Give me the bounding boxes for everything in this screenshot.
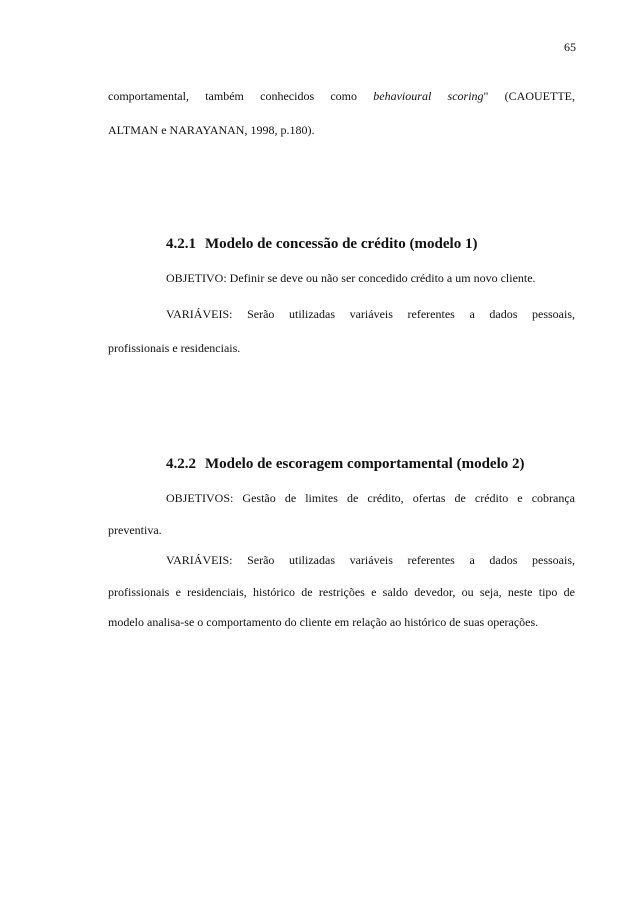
intro-line-2: ALTMAN e NARAYANAN, 1998, p.180). <box>108 123 315 137</box>
section-number: 4.2.2 <box>166 456 196 472</box>
section-title: Modelo de concessão de crédito (modelo 1) <box>205 236 478 252</box>
section-heading-4-2-1 <box>166 236 477 253</box>
intro-text-end: " (CAOUETTE, <box>483 89 575 103</box>
intro-italic-term: behavioural scoring <box>373 89 484 103</box>
section-1-variables-line-1: VARIÁVEIS: Serão utilizadas variáveis referentes a dados pessoais, <box>166 307 575 321</box>
intro-line-1 <box>108 88 575 104</box>
section-number: 4.2.1 <box>166 236 196 252</box>
section-1-variables-line-2: profissionais e residenciais. <box>108 341 241 355</box>
section-1-objective: OBJETIVO: Definir se deve ou não ser concedido crédito a um novo cliente. <box>166 271 536 285</box>
section-2-objectives-line-2: preventiva. <box>108 523 162 537</box>
section-title: Modelo de escoragem comportamental (modelo 2) <box>205 456 525 472</box>
page-number: 65 <box>564 40 576 54</box>
section-heading-4-2-2 <box>166 456 525 473</box>
section-2-variables-line-2: profissionais e residenciais, histórico de restrições e saldo devedor, ou seja, neste tipo de <box>108 585 575 599</box>
section-2-variables-line-3: modelo analisa-se o comportamento do cliente em relação ao histórico de suas operações. <box>108 615 539 629</box>
intro-text-start: comportamental, também conhecidos como <box>108 89 374 103</box>
section-2-variables-line-1: VARIÁVEIS: Serão utilizadas variáveis referentes a dados pessoais, <box>166 553 575 567</box>
section-2-objectives-line-1: OBJETIVOS: Gestão de limites de crédito, ofertas de crédito e cobrança <box>166 491 575 505</box>
